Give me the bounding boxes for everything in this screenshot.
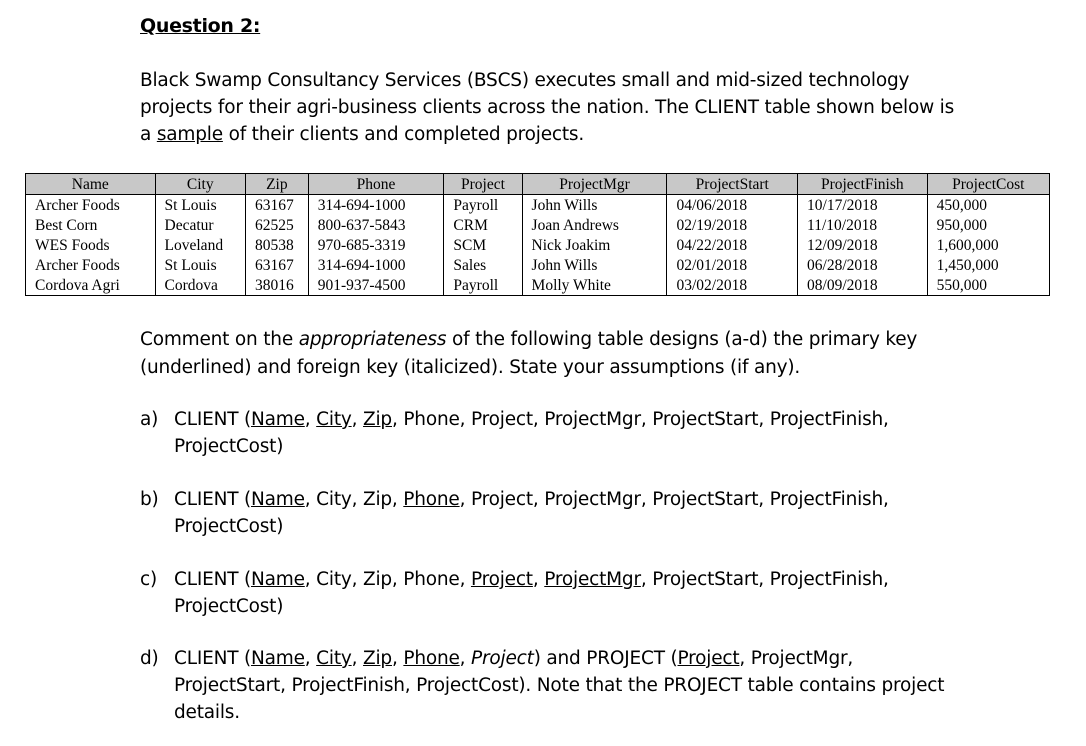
column-header: Name	[26, 174, 156, 195]
primary-key: Phone	[403, 648, 460, 669]
primary-key: City	[316, 409, 352, 430]
table-cell: Decatur	[155, 215, 245, 235]
option-text: , Project, ProjectMgr, ProjectStart, ProjectFinish, ProjectCost)	[174, 489, 889, 537]
table-cell: WES Foods	[26, 235, 156, 255]
table-cell: 1,600,000	[927, 235, 1049, 255]
option-c-label: c)	[140, 569, 157, 590]
intro-text-start: Black Swamp Consultancy Services (BSCS) executes small and mid-sized technology projects for their agri-business clients across the nation. The CLIENT table shown below is a	[140, 70, 955, 145]
table-cell: 04/06/2018	[667, 195, 798, 216]
option-text: , ProjectMgr, ProjectStart, ProjectFinish, ProjectCost). Note that the PROJECT table contains project details.	[174, 648, 945, 723]
primary-key: Name	[251, 569, 305, 590]
table-cell: 03/02/2018	[667, 275, 798, 296]
table-cell: 63167	[246, 255, 309, 275]
column-header: ProjectFinish	[798, 174, 928, 195]
table-row	[26, 275, 1050, 296]
table-cell: 38016	[246, 275, 309, 296]
option-d-label: d)	[140, 648, 159, 669]
comment-text-start: Comment on the	[140, 329, 299, 350]
table-row	[26, 255, 1050, 275]
table-cell: 04/22/2018	[667, 235, 798, 255]
table-cell: 1,450,000	[927, 255, 1049, 275]
option-d-text	[174, 645, 964, 726]
primary-key: Zip	[363, 409, 392, 430]
option-text: CLIENT (	[174, 569, 252, 590]
intro-text-end: of their clients and completed projects.	[222, 124, 585, 145]
intro-paragraph	[140, 67, 960, 148]
table-cell: St Louis	[155, 195, 245, 216]
table-cell: Best Corn	[26, 215, 156, 235]
table-cell: John Wills	[522, 255, 667, 275]
table-cell: 06/28/2018	[798, 255, 928, 275]
separator: ,	[304, 648, 317, 669]
separator: ,	[459, 648, 472, 669]
table-cell: Cordova Agri	[26, 275, 156, 296]
primary-key: Name	[251, 409, 305, 430]
table-cell: Nick Joakim	[522, 235, 667, 255]
table-cell: 08/09/2018	[798, 275, 928, 296]
table-cell: 11/10/2018	[798, 215, 928, 235]
table-cell: Loveland	[155, 235, 245, 255]
column-header: Project	[444, 174, 522, 195]
option-text: CLIENT (	[174, 648, 252, 669]
primary-key: Name	[251, 489, 305, 510]
primary-key: Project	[470, 569, 533, 590]
table-cell: Molly White	[522, 275, 667, 296]
column-header: Phone	[308, 174, 444, 195]
option-text: CLIENT (	[174, 489, 252, 510]
table-cell: 314-694-1000	[308, 255, 444, 275]
column-header: ProjectMgr	[522, 174, 667, 195]
column-header: Zip	[246, 174, 309, 195]
option-text: , ProjectStart, ProjectFinish, ProjectCost)	[174, 569, 889, 617]
table-cell: 02/01/2018	[667, 255, 798, 275]
table-cell: CRM	[444, 215, 522, 235]
table-row	[26, 195, 1050, 216]
primary-key: ProjectMgr	[544, 569, 641, 590]
question-title: Question 2:	[140, 15, 261, 37]
comment-instructions	[140, 326, 940, 382]
table-cell: 62525	[246, 215, 309, 235]
primary-key: Phone	[403, 489, 460, 510]
primary-key: City	[316, 648, 352, 669]
intro-underlined-word: sample	[156, 124, 223, 145]
table-cell: 314-694-1000	[308, 195, 444, 216]
column-header: ProjectCost	[927, 174, 1049, 195]
table-cell: 800-637-5843	[308, 215, 444, 235]
column-header: City	[155, 174, 245, 195]
separator: ,	[351, 409, 364, 430]
primary-key: Zip	[363, 648, 392, 669]
separator: ,	[304, 409, 317, 430]
comment-italic-word: appropriateness	[298, 329, 447, 350]
client-table	[25, 173, 1050, 296]
option-c-text	[174, 566, 964, 620]
table-cell: 80538	[246, 235, 309, 255]
option-text: CLIENT (	[174, 409, 252, 430]
table-row	[26, 235, 1050, 255]
option-text: ) and PROJECT (	[533, 648, 678, 669]
table-cell: St Louis	[155, 255, 245, 275]
option-b-text	[174, 486, 964, 540]
table-row	[26, 215, 1050, 235]
primary-key: Name	[251, 648, 305, 669]
table-cell: 63167	[246, 195, 309, 216]
table-cell: 550,000	[927, 275, 1049, 296]
option-a-label: a)	[140, 409, 159, 430]
table-cell: Joan Andrews	[522, 215, 667, 235]
table-cell: 901-937-4500	[308, 275, 444, 296]
table-cell: 10/17/2018	[798, 195, 928, 216]
option-b-label: b)	[140, 489, 159, 510]
table-cell: 12/09/2018	[798, 235, 928, 255]
table-cell: 02/19/2018	[667, 215, 798, 235]
separator: ,	[351, 648, 364, 669]
table-cell: Archer Foods	[26, 195, 156, 216]
table-cell: 450,000	[927, 195, 1049, 216]
option-text: , Phone, Project, ProjectMgr, ProjectStart, ProjectFinish, ProjectCost)	[174, 409, 889, 457]
table-cell: Cordova	[155, 275, 245, 296]
table-cell: John Wills	[522, 195, 667, 216]
primary-key: Project	[677, 648, 740, 669]
option-text: , City, Zip,	[304, 489, 404, 510]
separator: ,	[532, 569, 545, 590]
table-header-row	[26, 174, 1050, 195]
foreign-key: Project	[471, 648, 534, 669]
table-cell: Payroll	[444, 195, 522, 216]
option-a-text	[174, 406, 964, 460]
comment-text-end: of the following table designs (a-d) the primary key (underlined) and foreign key (italicized). State your assumptions (if any).	[140, 329, 918, 378]
table-cell: Payroll	[444, 275, 522, 296]
separator: ,	[391, 648, 404, 669]
option-text: , City, Zip, Phone,	[304, 569, 471, 590]
table-cell: Sales	[444, 255, 522, 275]
table-cell: Archer Foods	[26, 255, 156, 275]
column-header: ProjectStart	[667, 174, 798, 195]
table-cell: SCM	[444, 235, 522, 255]
table-cell: 950,000	[927, 215, 1049, 235]
table-cell: 970-685-3319	[308, 235, 444, 255]
